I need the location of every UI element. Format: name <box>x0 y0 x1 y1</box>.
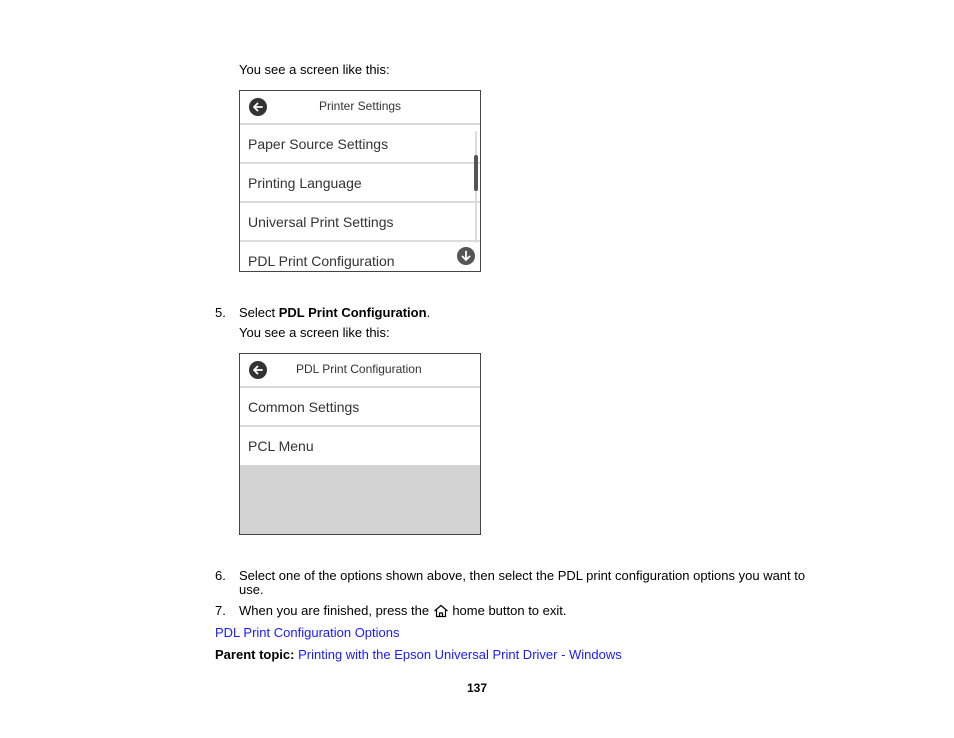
screen-title: PDL Print Configuration <box>296 362 422 376</box>
menu-item-pdl-print: PDL Print Configuration <box>248 253 395 269</box>
scrollbar-thumb <box>474 155 478 191</box>
step-7-number: 7. <box>215 603 226 618</box>
pdl-options-link[interactable]: PDL Print Configuration Options <box>215 625 400 640</box>
step-6-line2: use. <box>239 582 264 597</box>
pdl-config-screenshot <box>239 353 481 535</box>
menu-item-common-settings: Common Settings <box>240 388 480 427</box>
printer-settings-screenshot <box>239 90 481 272</box>
menu-item-universal-print: Universal Print Settings <box>240 203 480 242</box>
empty-area <box>240 465 480 535</box>
step-7-text: When you are finished, press the home button to exit. <box>239 603 567 618</box>
back-arrow-icon <box>249 361 267 379</box>
parent-topic-label: Parent topic: <box>215 647 295 662</box>
screen-header <box>240 354 480 388</box>
intro-text: You see a screen like this: <box>239 62 390 77</box>
down-arrow-icon <box>457 247 475 265</box>
step-5-note: You see a screen like this: <box>239 325 390 340</box>
screen-header <box>240 91 480 125</box>
screen-title: Printer Settings <box>319 99 402 113</box>
menu-item-pcl-menu: PCL Menu <box>248 438 314 454</box>
page-number: 137 <box>466 681 488 695</box>
step-6-number: 6. <box>215 568 226 583</box>
home-icon <box>433 604 449 618</box>
step-6-line1: Select one of the options shown above, then select the PDL print configuration options you want to <box>239 568 806 583</box>
step-5-text: Select PDL Print Configuration. <box>239 305 431 320</box>
step-5-number: 5. <box>215 305 226 320</box>
parent-topic-link[interactable]: Printing with the Epson Universal Print Driver - Windows <box>298 647 622 662</box>
menu-item-paper-source: Paper Source Settings <box>240 125 480 164</box>
menu-item-printing-language: Printing Language <box>240 164 480 203</box>
back-arrow-icon <box>249 98 267 116</box>
parent-topic <box>215 647 622 662</box>
